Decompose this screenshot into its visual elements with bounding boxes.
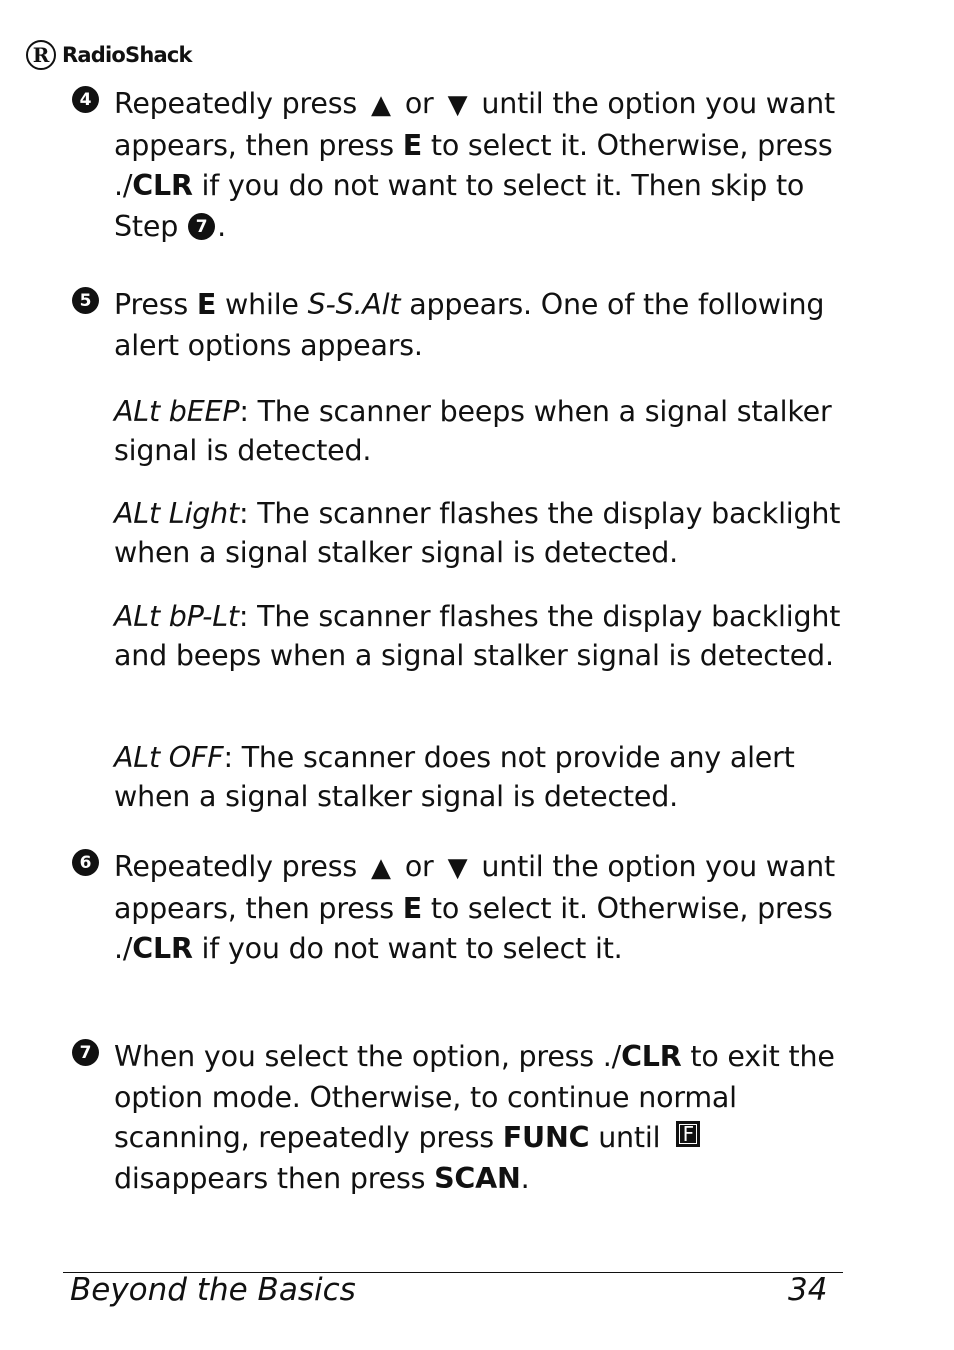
up-arrow-icon: ▲ bbox=[371, 853, 391, 883]
key-clr: CLR bbox=[132, 169, 193, 202]
key-clr: CLR bbox=[621, 1040, 682, 1073]
key-e: E bbox=[402, 128, 422, 162]
down-arrow-icon: ▼ bbox=[447, 90, 468, 120]
option-name: ALt bP-Lt bbox=[114, 600, 239, 633]
step-ref-7-icon: 7 bbox=[188, 213, 215, 240]
step-number-5-icon: 5 bbox=[72, 287, 99, 314]
step-6-text: Repeatedly press ▲ or ▼ until the option you want appears, then press E to select it. Otherwise, press ./CLR if you do not want to select it. bbox=[114, 850, 836, 965]
step-4-text: Repeatedly press ▲ or ▼ until the option you want appears, then press E to select it. Otherwise, press ./CLR if you do not want to select it. Then skip to Step 7 . bbox=[114, 87, 836, 243]
key-scan: SCAN bbox=[434, 1161, 521, 1195]
option-name: ALt bEEP bbox=[114, 395, 240, 428]
option-alt-light: ALt Light: The scanner flashes the display backlight when a signal stalker signal is detected. bbox=[114, 497, 841, 569]
down-arrow-icon: ▼ bbox=[447, 853, 468, 883]
step-7 bbox=[72, 1037, 842, 1199]
footer-section-title: Beyond the Basics bbox=[70, 1272, 356, 1308]
key-func: FUNC bbox=[502, 1121, 590, 1154]
up-arrow-icon: ▲ bbox=[371, 90, 391, 120]
page-number: 34 bbox=[788, 1272, 828, 1308]
step-4 bbox=[72, 84, 842, 247]
function-indicator-icon: F bbox=[676, 1121, 700, 1147]
key-e: E bbox=[196, 288, 217, 321]
step-5 bbox=[72, 285, 842, 366]
step-7-text: When you select the option, press ./CLR to exit the option mode. Otherwise, to continue normal scanning, repeatedly press FUNC until Fdisappears then press SCAN. bbox=[114, 1040, 835, 1195]
option-alt-bp-lt: ALt bP-Lt: The scanner flashes the display backlight and beeps when a signal stalker signal is detected. bbox=[114, 600, 841, 672]
step-5-text: Press E while S-S.Alt appears. One of the following alert options appears. bbox=[114, 288, 825, 362]
brand-name: RadioShack bbox=[62, 43, 192, 67]
option-alt-off: ALt OFF: The scanner does not provide any alert when a signal stalker signal is detected. bbox=[114, 741, 795, 813]
brand-logo bbox=[26, 38, 192, 72]
mode-name: S-S.Alt bbox=[307, 288, 401, 321]
radioshack-logo-icon: R bbox=[26, 40, 56, 70]
step-number-6-icon: 6 bbox=[72, 849, 99, 876]
step-number-7-icon: 7 bbox=[72, 1039, 99, 1066]
key-clr: CLR bbox=[132, 932, 193, 965]
option-alt-beep: ALt bEEP: The scanner beeps when a signal stalker signal is detected. bbox=[114, 395, 832, 467]
key-e: E bbox=[402, 891, 422, 925]
step-6 bbox=[72, 847, 842, 970]
option-name: ALt Light bbox=[114, 497, 239, 530]
option-name: ALt OFF bbox=[114, 741, 224, 774]
step-number-4-icon: 4 bbox=[72, 86, 99, 113]
